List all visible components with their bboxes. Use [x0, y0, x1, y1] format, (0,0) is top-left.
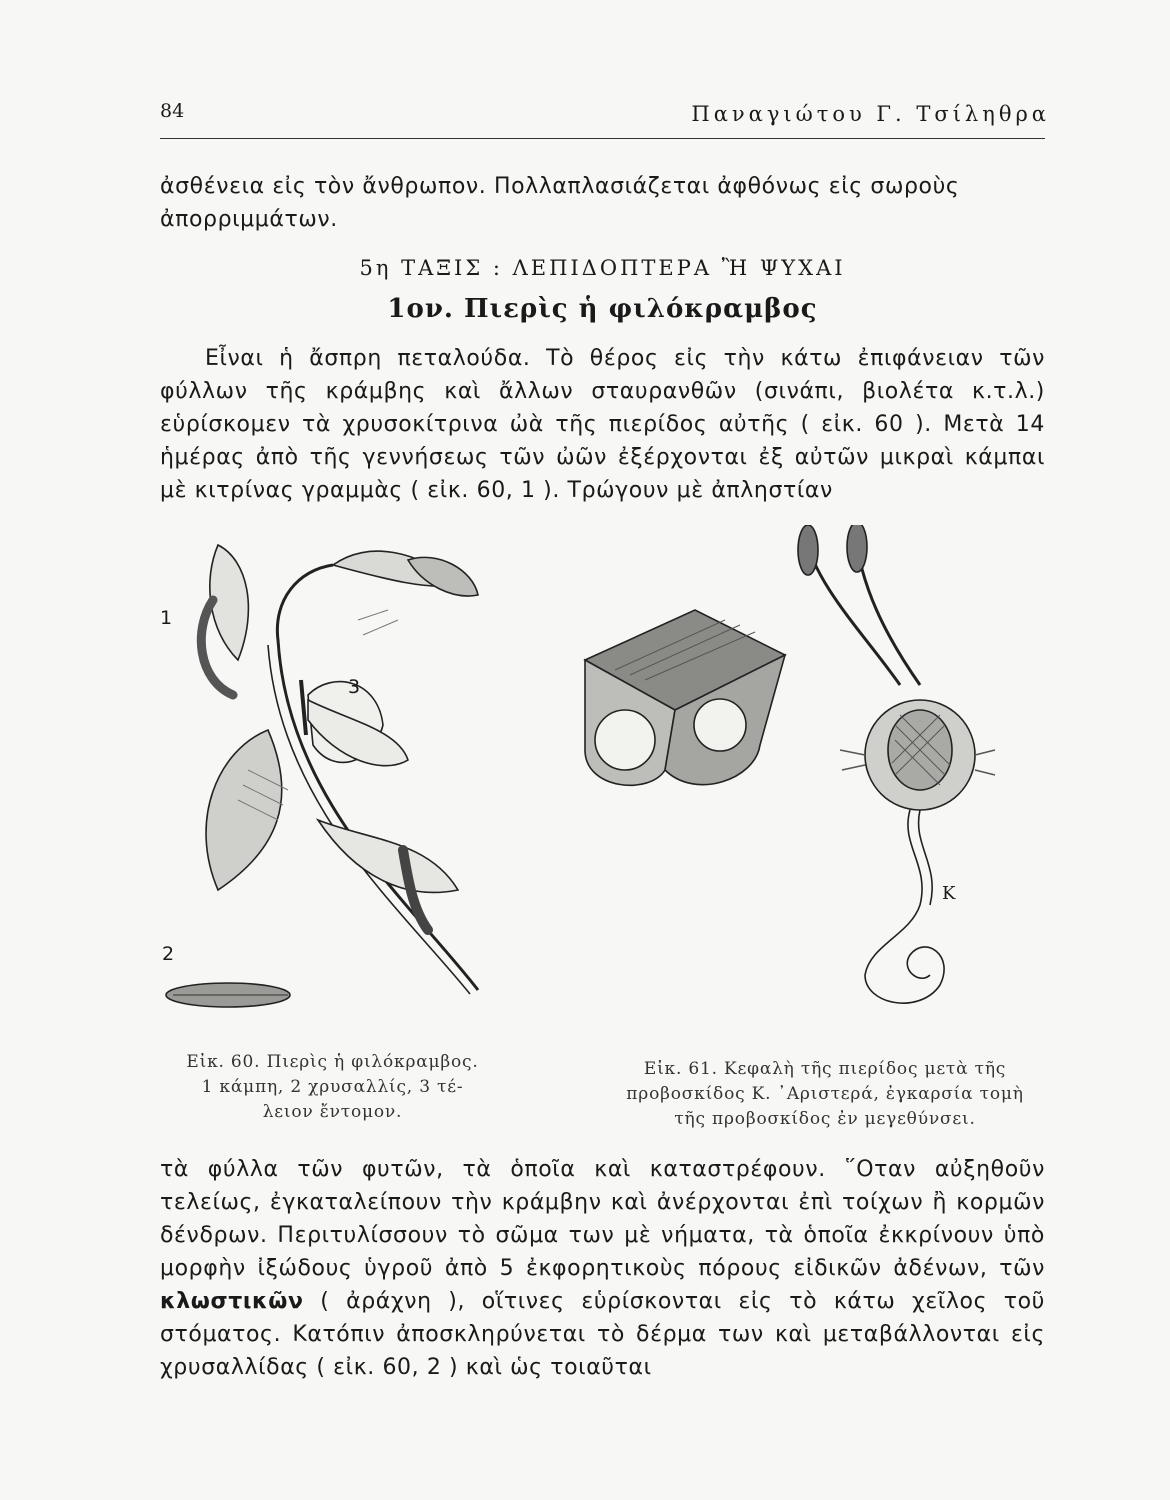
- bottom-paragraph: [160, 1153, 1045, 1384]
- running-head: Παναγιώτου Γ. Τσίληθρα: [691, 102, 1050, 126]
- figure-60-caption-line: λειον ἔντομον.: [262, 1102, 403, 1122]
- figure-60-caption: [160, 1050, 505, 1125]
- bold-term-klostikon: κλωστικῶν: [160, 1289, 304, 1314]
- figure-61-cross-section: [555, 600, 795, 810]
- bottom-text-part-1: τὰ φύλλα τῶν φυτῶν, τὰ ὁποῖα καὶ καταστρέφουν. ῞Οταν αὐξηθοῦν τελείως, ἐγκαταλείπουν τὴν κράμβην καὶ ἀνέρχονται ἐπὶ τοίχων ἢ κορμῶν δένδρων. Περιτυλίσσουν τὸ σῶμα των μὲ νήματα, τὰ ὁποῖα ἐκκρίνουν ὑπὸ μορφὴν ἰξώδους ὑγροῦ ἀπὸ 5 ἐκφορητικοὺς πόρους εἰδικῶν ἀδένων, τῶν: [160, 1157, 1045, 1281]
- body-paragraph: [160, 342, 1045, 507]
- header-rule: [160, 138, 1045, 139]
- figure-61-caption-line: προβοσκίδος Κ. ᾿Αριστερά, ἐγκαρσία τομὴ: [626, 1084, 1024, 1104]
- figure-61-caption-line: τῆς προβοσκίδος ἐν μεγεθύνσει.: [674, 1109, 976, 1129]
- figure-60-label-3: 3: [348, 676, 361, 698]
- figure-61-label-k: Κ: [942, 883, 956, 904]
- species-title: 1ον. Πιερὶς ἡ φιλόκραμβος: [387, 294, 818, 324]
- intro-text: [160, 170, 1045, 236]
- figure-61-caption: [595, 1057, 1055, 1132]
- body-paragraph-text: Εἶναι ἡ ἄσπρη πεταλούδα. Τὸ θέρος εἰς τὴν κάτω ἐπιφάνειαν τῶν φύλλων τῆς κράμβης καὶ ἄλλων σταυρανθῶν (σινάπι, βιολέτα κ.τ.λ.) εὑρίσκομεν τὰ χρυσοκίτρινα ὠὰ τῆς πιερίδος αὐτῆς ( εἰκ. 60 ). Μετὰ 14 ἡμέρας ἀπὸ τῆς γεννήσεως τῶν ὠῶν ἐξέρχονται ἐξ αὐτῶν μικραὶ κάμπαι μὲ κιτρίνας γραμμὰς ( εἰκ. 60, 1 ). Τρώγουν μὲ ἀπληστίαν: [160, 346, 1045, 503]
- figure-61-caption-line: Εἰκ. 61. Κεφαλὴ τῆς πιερίδος μετὰ τῆς: [643, 1059, 1007, 1079]
- figure-60-label-2: 2: [162, 943, 175, 965]
- page-number: 84: [160, 100, 185, 122]
- figure-60-caption-line: Εἰκ. 60. Πιερὶς ἡ φιλόκραμβος.: [186, 1052, 479, 1072]
- figure-60-caption-line: 1 κάμπη, 2 χρυσαλλίς, 3 τέ-: [201, 1077, 464, 1097]
- bottom-text-part-2: ( ἀράχνη ), οἵτινες εὑρίσκονται εἰς τὸ κάτω χεῖλος τοῦ στόματος. Κατόπιν ἀποσκληρύνεται τὸ δέρμα των καὶ μεταβάλλονται εἰς χρυσαλλίδας ( εἰκ. 60, 2 ) καὶ ὡς τοιαῦται: [160, 1289, 1045, 1380]
- figure-60-label-1: 1: [160, 607, 173, 629]
- intro-line-1: ἀσθένεια εἰς τὸν ἄνθρωπον. Πολλαπλασιάζεται ἀφθόνως εἰς σωροὺς: [160, 174, 960, 199]
- figure-60-illustration: [158, 520, 503, 1030]
- intro-line-2: ἀπορριμμάτων.: [160, 207, 338, 232]
- figure-61-head-proboscis: [770, 525, 1000, 1025]
- section-title: 5η ΤΑΞΙΣ : ΛΕΠΙΔΟΠΤΕΡΑ Ἢ ΨΥΧΑΙ: [359, 256, 846, 280]
- bottom-paragraph-text: [160, 1153, 1045, 1384]
